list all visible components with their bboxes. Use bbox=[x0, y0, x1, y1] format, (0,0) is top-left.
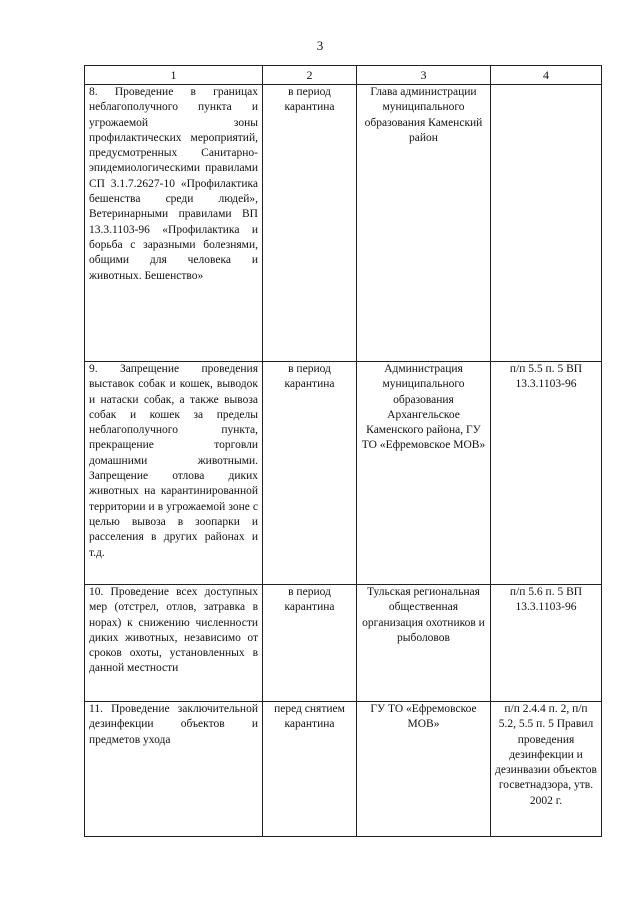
table-row bbox=[85, 85, 602, 362]
responsible-cell: ГУ ТО «Ефремовское МОВ» bbox=[357, 702, 491, 837]
basis-cell: п/п 5.6 п. 5 ВП 13.3.1103-96 bbox=[491, 585, 602, 702]
basis-cell: п/п 5.5 п. 5 ВП 13.3.1103-96 bbox=[491, 362, 602, 585]
column-header: 4 bbox=[491, 66, 602, 85]
measure-cell: 9. Запрещение проведения выставок собак и кошек, выводок и натаски собак, а также вывоза собак и кошек за пределы неблагополучного пункта, прекращение торговли домашними животными. Запрещение отлова диких животных на карантинированной территории и в угрожаемой зоне с целью вывоза в зоопарки и расселения в других районах и т.д. bbox=[85, 362, 263, 585]
table-header-row bbox=[85, 66, 602, 85]
responsible-cell: Администрация муниципального образования Архангельское Каменского района, ГУ ТО «Ефремовское МОВ» bbox=[357, 362, 491, 585]
measures-table bbox=[84, 65, 602, 837]
basis-cell bbox=[491, 85, 602, 362]
responsible-cell: Тульская региональная общественная организация охотников и рыболовов bbox=[357, 585, 491, 702]
term-cell: перед снятием карантина bbox=[263, 702, 357, 837]
column-header: 3 bbox=[357, 66, 491, 85]
column-header: 1 bbox=[85, 66, 263, 85]
term-cell: в период карантина bbox=[263, 585, 357, 702]
responsible-cell: Глава администрации муниципального образования Каменский район bbox=[357, 85, 491, 362]
basis-cell: п/п 2.4.4 п. 2, п/п 5.2, 5.5 п. 5 Правил проведения дезинфекции и дезинвазии объектов госветнадзора, утв. 2002 г. bbox=[491, 702, 602, 837]
term-cell: в период карантина bbox=[263, 362, 357, 585]
measure-cell: 11. Проведение заключительной дезинфекции объектов и предметов ухода bbox=[85, 702, 263, 837]
measure-cell: 8. Проведение в границах неблагополучного пункта и угрожаемой зоны профилактических мероприятий, предусмотренных Санитарно-эпидемиологическими правилами СП 3.1.7.2627-10 «Профилактика бешенства среди людей», Ветеринарными правилами ВП 13.3.1103-96 «Профилактика и борьба с заразными болезнями, общими для человека и животных. Бешенство» bbox=[85, 85, 263, 362]
column-header: 2 bbox=[263, 66, 357, 85]
table-row bbox=[85, 362, 602, 585]
page-number: 3 bbox=[316, 38, 324, 53]
term-cell: в период карантина bbox=[263, 85, 357, 362]
measure-cell: 10. Проведение всех доступных мер (отстрел, отлов, затравка в норах) к снижению численности диких животных, независимо от сроков охоты, установленных в данной местности bbox=[85, 585, 263, 702]
table-row bbox=[85, 702, 602, 837]
table-row bbox=[85, 585, 602, 702]
